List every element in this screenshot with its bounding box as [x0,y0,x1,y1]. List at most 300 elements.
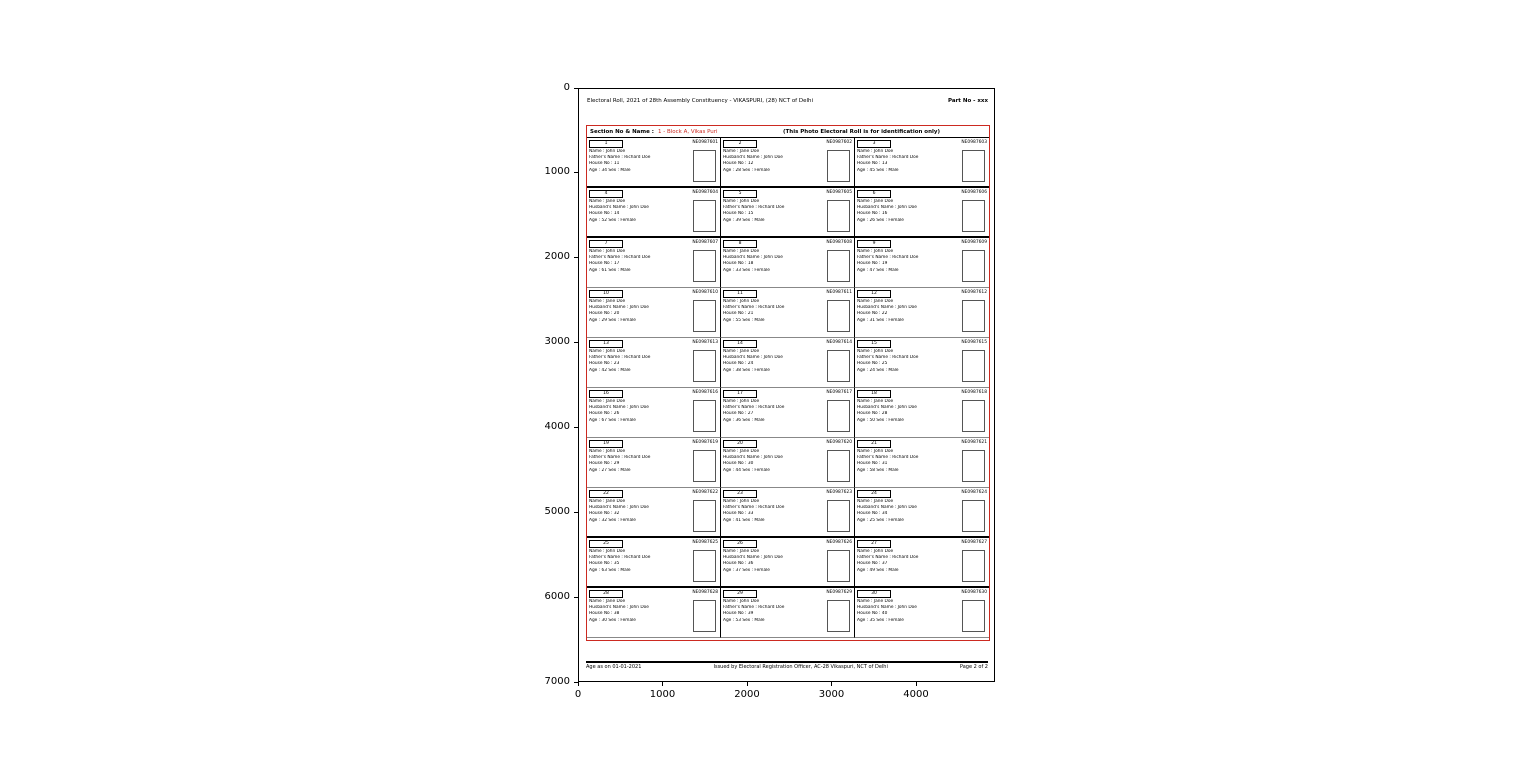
x-axis-tick-label: 3000 [818,689,845,700]
voter-card-top [723,140,852,148]
voter-card-top [589,490,718,498]
y-axis-tick-label: 3000 [544,336,570,348]
serial-number-box: 29 [723,590,757,598]
age-value: 47 [869,267,875,273]
voter-card-body [857,499,987,532]
voter-card-body [857,299,987,332]
house-number: 35 [613,561,620,567]
sex-value: Female [754,167,770,173]
epic-number: NE0987618 [961,389,987,395]
sex-value: Female [888,517,904,523]
sex-label: Sex : [608,417,619,423]
voter-card-top [723,340,852,348]
voter-card [721,238,855,288]
relation-label: Father's Name : [589,354,623,360]
epic-number: NE0987628 [692,589,718,595]
voter-card [855,388,989,438]
photo-box [962,250,985,282]
voter-name: John Doe [605,448,626,454]
name-label: Name : [857,498,873,504]
y-axis-tick-label: 6000 [544,590,570,602]
epic-number: NE0987603 [961,139,987,145]
age-value: 37 [735,567,741,573]
voter-name: Jane Doe [605,398,626,404]
age-value: 36 [735,417,741,423]
photo-box [693,150,716,182]
age-sex-line [723,168,825,174]
photo-box [693,500,716,532]
house-label: House No : [723,461,747,467]
name-label: Name : [857,148,873,154]
age-label: Age : [723,517,735,523]
age-value: 33 [735,267,741,273]
age-value: 31 [869,317,875,323]
serial-number-box: 3 [857,140,891,148]
relation-name: Richard Doe [624,254,651,260]
epic-number: NE0987607 [692,239,718,245]
voter-card [855,338,989,388]
voter-card-top [857,190,987,198]
epic-number: NE0987612 [961,289,987,295]
voter-card-top [723,240,852,248]
voter-name: John Doe [605,248,626,254]
age-label: Age : [857,517,869,523]
house-label: House No : [857,311,881,317]
footer-right: Page 2 of 2 [959,664,988,670]
voter-card [587,238,721,288]
voter-detail-lines [723,249,825,282]
photo-box [827,250,850,282]
house-number: 32 [613,511,620,517]
age-sex-line [723,268,825,274]
name-label: Name : [723,198,739,204]
age-sex-line [589,218,691,224]
x-axis-tick-mark [747,682,748,686]
house-number: 12 [747,161,754,167]
house-label: House No : [723,611,747,617]
age-label: Age : [857,617,869,623]
sex-label: Sex : [608,217,619,223]
age-value: 24 [869,367,875,373]
house-number: 29 [613,461,620,467]
relation-label: Husband's Name : [589,504,629,510]
photo-box [827,300,850,332]
sex-label: Sex : [608,367,619,373]
voter-card-body [589,449,718,482]
age-sex-line [857,518,960,524]
sex-value: Male [888,367,899,373]
house-number: 28 [881,411,888,417]
serial-number-box: 10 [589,290,623,298]
age-value: 39 [735,217,741,223]
house-label: House No : [589,361,613,367]
x-axis-tick-label: 0 [574,689,582,700]
voter-card-top [857,440,987,448]
voter-card-body [589,599,718,632]
house-label: House No : [589,511,613,517]
voter-name: Jane Doe [739,248,760,254]
voter-detail-lines [589,249,691,282]
name-label: Name : [589,448,605,454]
voter-card [587,288,721,338]
epic-number: NE0987604 [692,189,718,195]
sex-label: Sex : [742,267,753,273]
epic-number: NE0987630 [961,589,987,595]
voter-card [721,188,855,238]
sex-value: Male [888,267,899,273]
house-label: House No : [857,461,881,467]
age-value: 29 [601,317,607,323]
y-axis-tick-label: 7000 [544,675,570,687]
voter-card [855,288,989,338]
house-number: 30 [747,461,754,467]
voter-card-body [857,599,987,632]
voter-card [855,438,989,488]
photo-box [962,500,985,532]
age-sex-line [857,318,960,324]
relation-label: Husband's Name : [589,204,629,210]
sex-value: Female [888,317,904,323]
age-value: 50 [869,417,875,423]
house-label: House No : [857,211,881,217]
serial-number-box: 26 [723,540,757,548]
age-label: Age : [723,617,735,623]
epic-number: NE0987609 [961,239,987,245]
voter-card [721,438,855,488]
voter-detail-lines [723,149,825,182]
sex-label: Sex : [876,167,887,173]
age-label: Age : [589,467,601,473]
voter-card-body [589,299,718,332]
relation-name: John Doe [763,254,783,260]
voter-detail-lines [723,399,825,432]
sex-value: Male [888,167,899,173]
voter-name: John Doe [873,248,894,254]
relation-name: John Doe [897,204,917,210]
epic-number: NE0987616 [692,389,718,395]
age-label: Age : [857,467,869,473]
house-number: 36 [747,561,754,567]
relation-label: Father's Name : [857,454,891,460]
house-label: House No : [723,361,747,367]
relation-name: Richard Doe [892,254,919,260]
photo-box [827,450,850,482]
sex-value: Female [620,417,636,423]
x-axis-tick-mark [662,682,663,686]
relation-label: Husband's Name : [857,604,897,610]
photo-box [827,600,850,632]
voter-card-top [589,540,718,548]
age-sex-line [857,418,960,424]
document-footer [586,661,988,670]
voter-card-top [857,290,987,298]
age-value: 53 [735,617,741,623]
voter-name: John Doe [605,148,626,154]
voter-card-top [857,490,987,498]
age-label: Age : [857,367,869,373]
age-sex-line [589,268,691,274]
age-label: Age : [589,517,601,523]
age-label: Age : [723,367,735,373]
house-label: House No : [857,411,881,417]
voter-name: Jane Doe [873,598,894,604]
photo-box [827,350,850,382]
age-label: Age : [589,317,601,323]
age-value: 27 [601,467,607,473]
voter-card-body [723,249,852,282]
name-label: Name : [857,298,873,304]
house-number: 40 [881,611,888,617]
relation-label: Husband's Name : [857,204,897,210]
age-sex-line [857,368,960,374]
house-number: 21 [747,311,754,317]
age-value: 55 [735,317,741,323]
sex-value: Male [620,567,631,573]
sex-value: Female [888,217,904,223]
voter-detail-lines [589,499,691,532]
house-label: House No : [723,411,747,417]
voter-detail-lines [857,499,960,532]
voter-detail-lines [723,349,825,382]
voter-detail-lines [723,449,825,482]
age-sex-line [723,568,825,574]
epic-number: NE0987627 [961,539,987,545]
x-axis-tick-mark [916,682,917,686]
age-value: 25 [869,517,875,523]
house-number: 38 [613,611,620,617]
serial-number-box: 22 [589,490,623,498]
plot-area [578,88,995,682]
voter-detail-lines [857,149,960,182]
sex-label: Sex : [876,317,887,323]
house-number: 19 [881,261,888,267]
voter-name: John Doe [739,298,760,304]
y-axis-tick-mark [574,512,578,513]
voter-card [721,388,855,438]
age-sex-line [589,418,691,424]
voter-name: Jane Doe [739,148,760,154]
voter-detail-lines [589,199,691,232]
name-label: Name : [723,448,739,454]
relation-label: Father's Name : [857,154,891,160]
sex-label: Sex : [742,517,753,523]
voter-card [587,338,721,388]
voter-card-top [723,190,852,198]
voter-card-top [589,440,718,448]
voter-card-body [857,449,987,482]
sex-value: Male [754,317,765,323]
sex-value: Male [620,467,631,473]
sex-label: Sex : [876,367,887,373]
relation-name: Richard Doe [892,554,919,560]
photo-box [693,300,716,332]
sex-value: Male [754,217,765,223]
serial-number-box: 27 [857,540,891,548]
epic-number: NE0987623 [826,489,852,495]
sex-value: Female [754,567,770,573]
voter-card-top [589,390,718,398]
name-label: Name : [589,548,605,554]
house-label: House No : [857,611,881,617]
sex-value: Male [754,417,765,423]
voter-card-body [589,499,718,532]
name-label: Name : [857,248,873,254]
age-sex-line [589,318,691,324]
serial-number-box: 24 [857,490,891,498]
voter-name: Jane Doe [605,598,626,604]
y-axis-tick-label: 1000 [544,166,570,178]
sex-label: Sex : [742,467,753,473]
house-label: House No : [723,511,747,517]
house-number: 39 [747,611,754,617]
voter-card-body [723,499,852,532]
name-label: Name : [723,298,739,304]
house-number: 17 [613,261,620,267]
age-label: Age : [589,217,601,223]
house-label: House No : [589,211,613,217]
relation-name: John Doe [629,504,649,510]
house-label: House No : [589,261,613,267]
part-number: Part No - xxx [948,98,988,104]
epic-number: NE0987625 [692,539,718,545]
age-label: Age : [857,267,869,273]
footer-left: Age as on 01-01-2021 [586,664,642,670]
sex-label: Sex : [876,217,887,223]
relation-label: Husband's Name : [589,304,629,310]
voter-name: Jane Doe [605,498,626,504]
age-value: 30 [601,617,607,623]
sex-value: Male [620,167,631,173]
voter-name: John Doe [739,498,760,504]
sex-label: Sex : [742,367,753,373]
voter-detail-lines [857,549,960,582]
age-sex-line [589,518,691,524]
photo-box [693,200,716,232]
house-label: House No : [857,561,881,567]
epic-number: NE0987626 [826,539,852,545]
photo-box [827,400,850,432]
epic-number: NE0987614 [826,339,852,345]
sex-label: Sex : [876,417,887,423]
voter-card-top [589,340,718,348]
y-axis-tick-mark [574,257,578,258]
serial-number-box: 14 [723,340,757,348]
voter-name: John Doe [605,548,626,554]
name-label: Name : [723,498,739,504]
name-label: Name : [589,348,605,354]
voter-card-body [723,399,852,432]
voter-detail-lines [857,199,960,232]
name-label: Name : [723,248,739,254]
age-label: Age : [857,167,869,173]
relation-label: Father's Name : [589,454,623,460]
epic-number: NE0987611 [826,289,852,295]
serial-number-box: 4 [589,190,623,198]
y-axis-tick-label: 2000 [544,251,570,263]
serial-number-box: 20 [723,440,757,448]
relation-label: Husband's Name : [857,504,897,510]
relation-name: John Doe [629,604,649,610]
epic-number: NE0987610 [692,289,718,295]
epic-number: NE0987629 [826,589,852,595]
voter-card-body [723,449,852,482]
voter-detail-lines [857,599,960,632]
epic-number: NE0987613 [692,339,718,345]
sex-label: Sex : [608,167,619,173]
voter-card [721,488,855,538]
age-label: Age : [589,267,601,273]
relation-name: John Doe [629,404,649,410]
serial-number-box: 2 [723,140,757,148]
voter-card-body [857,399,987,432]
voter-detail-lines [589,399,691,432]
age-value: 52 [601,217,607,223]
photo-box [962,550,985,582]
age-value: 58 [869,467,875,473]
relation-label: Husband's Name : [857,304,897,310]
age-value: 63 [601,567,607,573]
sex-label: Sex : [742,167,753,173]
age-label: Age : [857,567,869,573]
voter-card-body [723,349,852,382]
age-sex-line [589,568,691,574]
voter-card-body [723,549,852,582]
house-label: House No : [857,261,881,267]
voter-detail-lines [723,199,825,232]
section-header [587,126,989,138]
y-axis-tick-label: 0 [563,81,570,93]
age-label: Age : [589,167,601,173]
voter-card [855,238,989,288]
house-number: 16 [881,211,888,217]
y-axis-tick-mark [574,88,578,89]
relation-label: Husband's Name : [723,554,763,560]
voter-name: Jane Doe [739,448,760,454]
voter-card-body [857,549,987,582]
epic-number: NE0987615 [961,339,987,345]
age-label: Age : [857,317,869,323]
age-label: Age : [723,167,735,173]
relation-label: Father's Name : [723,404,757,410]
voter-card-body [723,199,852,232]
sex-value: Male [888,467,899,473]
age-value: 41 [735,517,741,523]
relation-name: John Doe [763,354,783,360]
serial-number-box: 6 [857,190,891,198]
roll-content-box [586,125,990,641]
house-number: 23 [613,361,620,367]
relation-name: John Doe [897,304,917,310]
relation-name: John Doe [897,604,917,610]
sex-value: Male [620,367,631,373]
voter-name: John Doe [739,398,760,404]
document-header [587,98,988,105]
relation-name: John Doe [763,154,783,160]
voter-card [721,138,855,188]
voter-detail-lines [857,449,960,482]
serial-number-box: 7 [589,240,623,248]
sex-label: Sex : [608,267,619,273]
voter-card-body [857,199,987,232]
voter-card-top [723,490,852,498]
voter-card [721,538,855,588]
house-label: House No : [723,561,747,567]
x-axis-tick-mark [578,682,579,686]
voter-card [721,288,855,338]
name-label: Name : [723,398,739,404]
photo-box [827,500,850,532]
section-value: 1 - Block A, Vikas Puri [657,128,718,135]
